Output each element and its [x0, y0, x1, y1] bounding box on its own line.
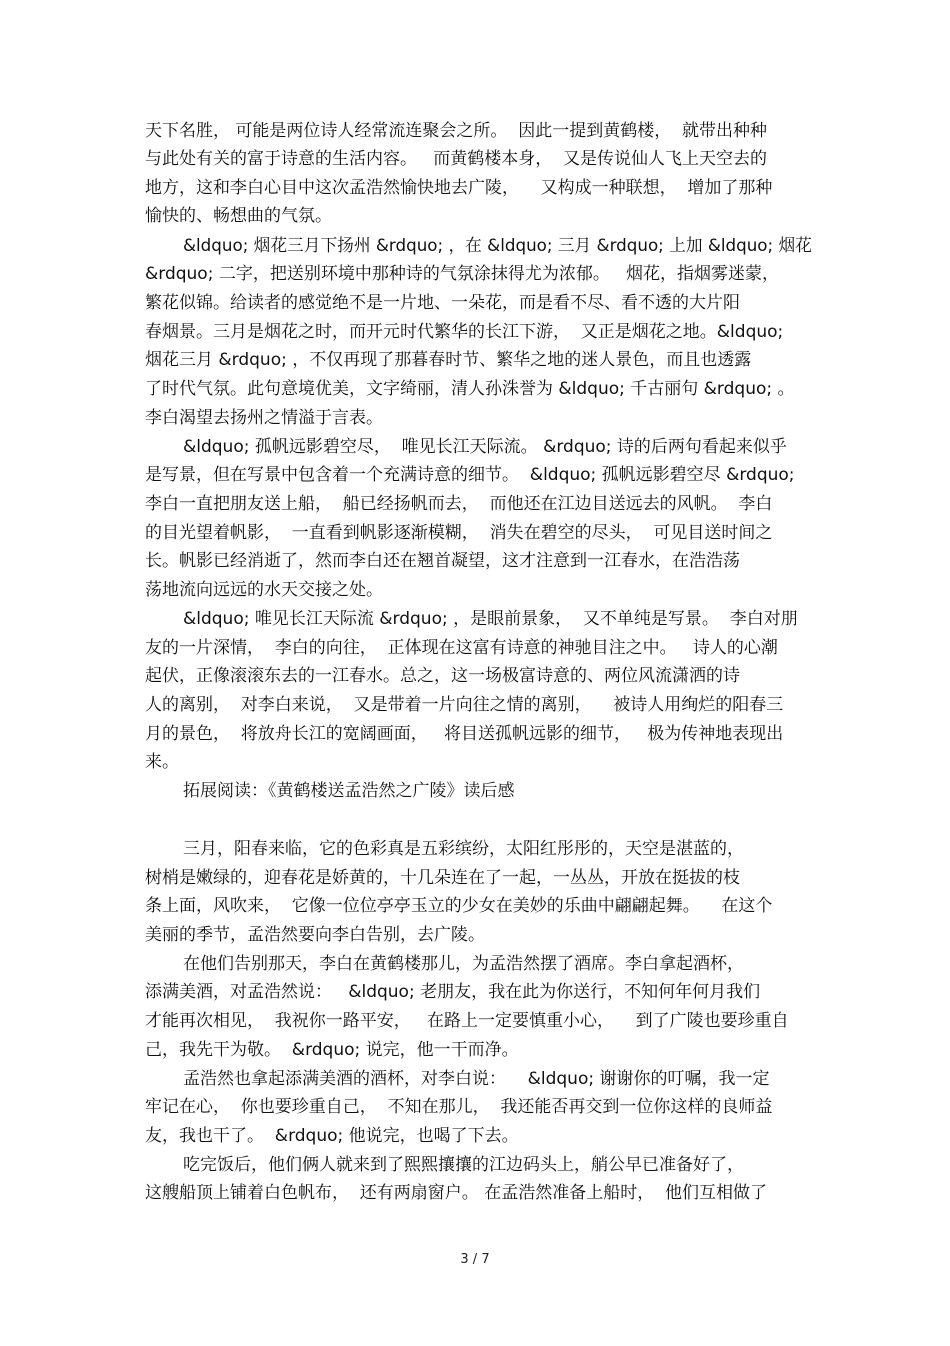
text-line: 愉快的、畅想曲的气氛。 [145, 206, 332, 226]
text-line: 孟浩然也拿起添满美酒的酒杯，对李白说： &ldquo; 谢谢你的叮嘱，我一定 [183, 1069, 770, 1089]
text-line: 荡地流向远远的水天交接之处。 [145, 580, 383, 600]
text-line: 牢记在心， 你也要珍重自己， 不知在那儿， 我还能否再交到一位你这样的良师益 [145, 1097, 773, 1117]
text-line: 美丽的季节，孟浩然要向李白告别，去广陵。 [145, 925, 485, 945]
text-line: 才能再次相见， 我祝你一路平安， 在路上一定要慎重小心， 到了广陵也要珍重自 [145, 1011, 789, 1031]
text-line: 李白渴望去扬州之情溢于言表。 [145, 408, 383, 428]
text-line: 这艘船顶上铺着白色帆布， 还有两扇窗户。 在孟浩然准备上船时， 他们互相做了 [145, 1183, 768, 1203]
text-line: 在他们告别那天，李白在黄鹤楼那儿，为孟浩然摆了酒席。李白拿起酒杯， [183, 954, 744, 974]
text-line: 春烟景。三月是烟花之时，而开元时代繁华的长江下游， 又正是烟花之地。&ldquo; [145, 322, 784, 342]
text-line: 三月，阳春来临，它的色彩真是五彩缤纷，太阳红彤彤的，天空是湛蓝的， [183, 839, 744, 859]
text-line: &ldquo; 孤帆远影碧空尽， 唯见长江天际流。 &rdquo; 诗的后两句看起来似乎 [183, 437, 787, 457]
text-line: 繁花似锦。给读者的感觉绝不是一片地、一朵花，而是看不尽、看不透的大片阳 [145, 293, 740, 313]
text-line: &ldquo; 烟花三月下扬州 &rdquo; ，在 &ldquo; 三月 &rdquo; 上加 &ldquo; 烟花 [183, 236, 812, 256]
text-line: 友的一片深情， 李白的向往， 正体现在这富有诗意的神驰目注之中。 诗人的心潮 [145, 638, 778, 658]
text-line: 月的景色， 将放舟长江的宽阔画面， 将目送孤帆远影的细节， 极为传神地表现出 [145, 724, 784, 744]
text-line: &rdquo; 二字，把送别环境中那种诗的气氛涂抹得尤为浓郁。 烟花，指烟雾迷蒙， [145, 264, 780, 284]
text-line: 天下名胜， 可能是两位诗人经常流连聚会之所。 因此一提到黄鹤楼， 就带出种种 [145, 121, 768, 141]
text-line: 友，我也干了。 &rdquo; 他说完，也喝了下去。 [145, 1126, 519, 1146]
text-line: 条上面，风吹来， 它像一位位亭亭玉立的少女在美妙的乐曲中翩翩起舞。 在这个 [145, 896, 773, 916]
text-line: 己，我先干为敬。 &rdquo; 说完，他一干而净。 [145, 1040, 519, 1060]
text-line: 来。 [145, 752, 179, 772]
section-heading: 拓展阅读：《黄鹤楼送孟浩然之广陵》读后感 [183, 781, 515, 801]
text-line: 了时代气氛。此句意境优美，文字绮丽，清人孙洙誉为 &ldquo; 千古丽句 &rdquo; 。 [145, 379, 795, 399]
text-line: &ldquo; 唯见长江天际流 &rdquo; ，是眼前景象， 又不单纯是写景。 李白对朋 [183, 609, 798, 629]
text-line: 烟花三月 &rdquo; ，不仅再现了那暮春时节、繁华之地的迷人景色，而且也透露 [145, 350, 752, 370]
text-line: 起伏，正像滚滚东去的一江春水。总之，这一场极富诗意的、两位风流潇洒的诗 [145, 666, 740, 686]
text-line: 是写景，但在写景中包含着一个充满诗意的细节。 &ldquo; 孤帆远影碧空尽 &rdquo; [145, 465, 795, 485]
text-line: 人的离别， 对李白来说， 又是带着一片向往之情的离别， 被诗人用绚烂的阳春三 [145, 695, 784, 715]
page-number: 3 / 7 [460, 1252, 490, 1267]
text-line: 长。帆影已经消逝了，然而李白还在翘首凝望，这才注意到一江春水，在浩浩荡 [145, 551, 740, 571]
text-line: 吃完饭后，他们俩人就来到了熙熙攘攘的江边码头上，艄公早已准备好了， [183, 1155, 744, 1175]
text-line: 添满美酒，对孟浩然说： &ldquo; 老朋友，我在此为你送行，不知何年何月我们 [145, 982, 761, 1002]
text-line: 李白一直把朋友送上船， 船已经扬帆而去， 而他还在江边目送远去的风帆。 李白 [145, 494, 773, 514]
text-line: 与此处有关的富于诗意的生活内容。 而黄鹤楼本身， 又是传说仙人飞上天空去的 [145, 149, 768, 169]
text-line: 地方，这和李白心目中这次孟浩然愉快地去广陵， 又构成一种联想， 增加了那种 [145, 178, 773, 198]
text-line: 的目光望着帆影， 一直看到帆影逐渐模糊， 消失在碧空的尽头， 可见目送时间之 [145, 523, 773, 543]
text-line: 树梢是嫩绿的，迎春花是娇黄的，十几朵连在了一起，一丛丛，开放在挺拔的枝 [145, 868, 740, 888]
